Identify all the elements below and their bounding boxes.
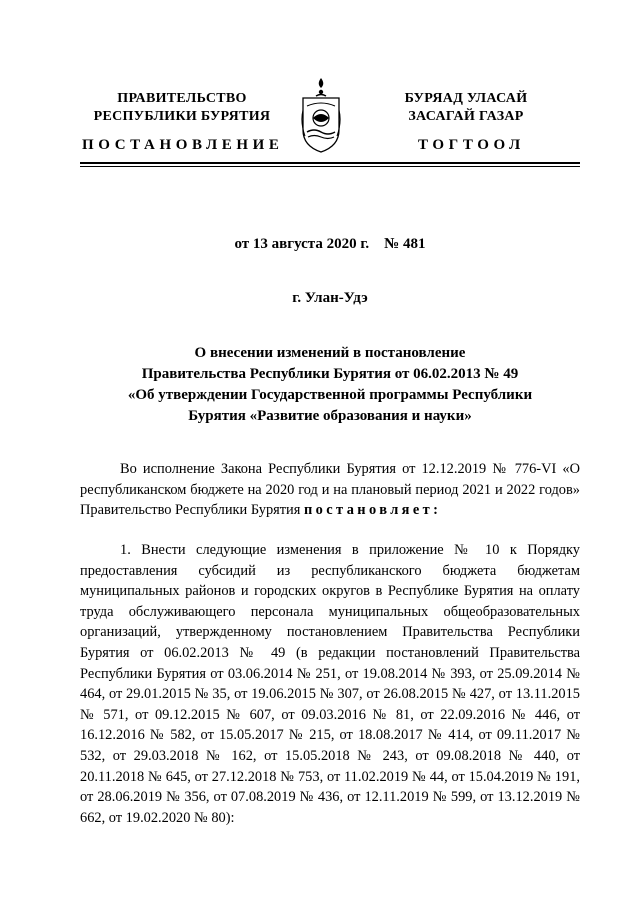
item-1-paragraph (80, 540, 580, 828)
date-number-text: от 13 августа 2020 г. № 481 (234, 236, 426, 252)
doctype-buryat: ТОГТООЛ (418, 137, 525, 153)
document-date-number (80, 236, 580, 253)
title-line1: О внесении изменений в постановление (194, 345, 466, 361)
document-city: г. Улан-Удэ (292, 290, 368, 306)
title-line4: Бурятия «Развитие образования и науки» (188, 408, 472, 424)
header-left-org (82, 90, 282, 126)
intro-text: Во исполнение Закона Республики Бурятия от 12.12.2019 № 776-VI «О республиканском бюджете на 2020 год и на плановый период 2021 и 2022 годов» Правительство Республики Бурятия (80, 461, 580, 519)
document-title (80, 343, 580, 427)
title-line2: Правительства Республики Бурятия от 06.02.2013 № 49 (141, 366, 519, 382)
header-rule-thick (80, 162, 580, 164)
header-left-line2: РЕСПУБЛИКИ БУРЯТИЯ (93, 109, 271, 124)
intro-resolves: постановляет: (303, 502, 442, 519)
doctype-russian: ПОСТАНОВЛЕНИЕ (82, 137, 284, 153)
header-left-line1: ПРАВИТЕЛЬСТВО (117, 91, 247, 106)
item-1-text: 1. Внести следующие изменения в приложение № 10 к Порядку предоставления субсидий из республиканского бюджета бюджетам муниципальных районов и городских округов в Республике Бурятия на оплату труда обслуживающего персонала муниципальных общеобразовательных организаций, утвержденному постановлением Правительства Республики Бурятия от 06.02.2013 № 49 (в редакции постановлений Правительства Республики Бурятия от 03.06.2014 № 251, от 19.08.2014 № 393, от 25.09.2014 № 464, от 29.01.2015 № 35, от 19.06.2015 № 307, от 26.08.2015 № 427, от 13.11.2015 № 571, от 09.12.2015 № 607, от 09.03.2016 № 81, от 22.09.2016 № 446, от 16.12.2016 № 582, от 15.05.2017 № 215, от 18.08.2017 № 414, от 09.11.2017 № 532, от 29.03.2018 № 162, от 15.05.2018 № 243, от 09.08.2018 № 440, от 20.11.2018 № 645, от 27.12.2018 № 753, от 11.02.2019 № 44, от 15.04.2019 № 191, от 28.06.2019 № 356, от 07.08.2019 № 436, от 12.11.2019 № 599, от 13.12.2019 № 662, от 19.02.2020 № 80): (80, 542, 580, 826)
header-right-line1: БУРЯАД УЛАСАЙ (404, 91, 528, 106)
header-right-org (376, 90, 556, 126)
header-right-line2: ЗАСАГАЙ ГАЗАР (408, 109, 524, 124)
title-line3: «Об утверждении Государственной программы Республики (127, 387, 533, 403)
header-rule-thin (80, 166, 580, 167)
coat-of-arms-icon (299, 76, 343, 154)
intro-paragraph (80, 459, 580, 521)
